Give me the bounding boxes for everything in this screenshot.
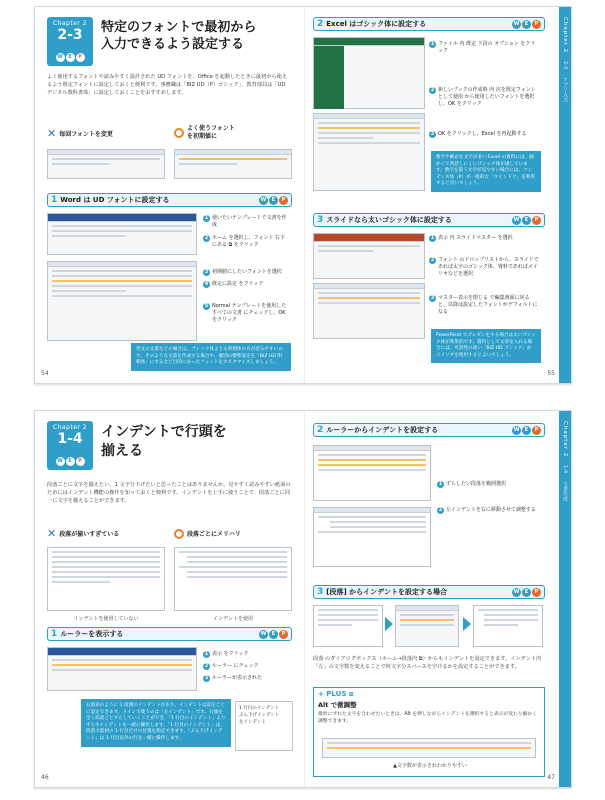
screenshot-excel-file	[313, 37, 425, 109]
section-2-header: 2 ルーラーからインデントを設定する W E P	[313, 423, 545, 437]
step-2: 2 ホーム を選択し、フォント 右下にある ⧉ をクリック	[204, 235, 285, 248]
side-tab: Chapter 2 1-4 文書作成	[559, 411, 572, 787]
step-3: 3 ルーラーが表示された	[204, 675, 263, 681]
wep-badges: W E P	[259, 630, 291, 639]
cross-icon: ✕	[47, 527, 57, 540]
step-3: 3 初期値にしたいフォントを選択	[204, 269, 282, 275]
step-5: 5 Normal テンプレートを使用したすべての文書 にチェックし、OK をクリック	[204, 303, 287, 323]
example-no-indent	[47, 547, 165, 611]
word-badge: W	[57, 458, 63, 464]
bad-example-label: ✕ 段落が揃いすぎている	[47, 527, 120, 540]
plus-alpha-title: Alt で微調整	[318, 701, 357, 709]
screenshot-view-ribbon	[47, 647, 197, 691]
ruler-label-hanging: ぶら下げインデント	[239, 713, 280, 718]
wep-badges: W E P	[512, 216, 544, 225]
plus-alpha-caption: ▲文字数が表示されわかりやすい	[393, 763, 467, 769]
screenshot-ruler-adjust	[313, 507, 431, 567]
ruler-diagram	[235, 701, 293, 751]
chapter-number: 2-3	[57, 27, 83, 43]
screenshot-ppt-view	[313, 233, 425, 279]
title-line-1: 特定のフォントで最初から	[101, 20, 257, 35]
section-3-header: 3 [段落] からインデントを設定する場合 W E P	[313, 585, 545, 599]
bottom-spread	[34, 410, 572, 788]
ruler-label-first-line: 1 行目のインデント	[239, 706, 280, 711]
paragraph-text: 段落 のダイアログボックス（ホーム→段落内 ⧉）からもインデントを設定できます。インデント内「左」の文字数を変えることで何文字分スペースを空けるかを設定することができます。	[313, 656, 542, 670]
note-box: 右図表のように 1 度頭のインデントがあり、インデントは設定ごとに設定できます。メインで使うのは「左インデント」です。行頭を全く段落ごとずらしていくことができ、「1 行目のインデント」よりずらすインデントを一緒に操作します。「1 行目のインデント」は、段落で最初の 1 行目だけの位置を指定できます。「ぶら下げインデント」は 1 行目以外の行を一緒に操作します。	[81, 699, 231, 747]
section-1-header: 1 Word は UD フォントに設定する W E P	[47, 193, 292, 207]
step-4: 4 既定に設定 をクリック	[204, 281, 264, 287]
plus-alpha-heading: + PLUS α	[318, 690, 354, 698]
excel-badge: E	[66, 457, 75, 466]
bad-example-label: ✕ 毎回フォントを変更	[47, 126, 113, 140]
title-line-2: 入力できるよう設定する	[101, 37, 245, 52]
circle-icon	[174, 529, 184, 539]
wep-badges: W E P	[512, 588, 544, 597]
page-number: 54	[41, 370, 49, 377]
side-tab: Chapter 2 2-3 アプリ入力	[559, 7, 572, 383]
word-badge: W	[57, 54, 63, 60]
ruler-label-left: 左インデント	[239, 720, 266, 725]
step-2-1: 1 ずらしたい段落を範囲選択	[438, 481, 507, 487]
chapter-label: Chapter 2	[52, 20, 88, 27]
step-2-3: 3 OK をクリックし、Excel を再起動する	[430, 131, 527, 137]
screenshot-excel-options	[313, 113, 425, 191]
note-box-3: PowerPoint でプレゼンをする場合は太いゴシック体が効果的です。資料として文章を入れる場合には、可読性の高い「BIZ UD ゴシック」かメイリオを使用するとよいでしょう。	[431, 329, 541, 363]
page-number: 47	[547, 774, 555, 781]
screenshot-bad	[47, 149, 165, 179]
plus-alpha-box	[313, 687, 545, 777]
powerpoint-badge: P	[76, 53, 85, 62]
chapter-badge	[47, 421, 93, 470]
step-2-1: 1 ファイル 内 既定 下段の オプション をクリック	[430, 41, 536, 54]
screenshot-after	[473, 605, 543, 647]
caption-indent: インデントを使用	[213, 616, 253, 622]
intro-text: よく使用するフォントや読みやすく設計された UD フォントを、Office を起動したときに最初から使えるよう既定フォントに設定しておくと便利です。事務職は「BIZ UD（P）ゴシック」、教育部局は「UD デジタル教科書体」に設定しておくことをおすすめします。	[47, 74, 288, 96]
chapter-number: 1-4	[57, 431, 83, 447]
plus-alpha-text: 微妙にずれた文字を合わせたいときは、Alt を押しながらインデントを選択すると表示が変わり細かく調整できます。	[318, 712, 537, 724]
title-line-1: インデントで行頭を	[101, 424, 227, 440]
screenshot-ruler-select	[313, 445, 431, 501]
comparison-row	[47, 125, 292, 141]
page-46	[35, 411, 304, 787]
page-54	[35, 7, 304, 383]
screenshot-good	[174, 149, 292, 179]
powerpoint-badge: P	[76, 457, 85, 466]
top-spread	[34, 6, 572, 384]
good-example-label: 段落ごとにメリハリ	[174, 527, 292, 540]
screenshot-paragraph-dialog	[395, 605, 459, 647]
excel-badge: E	[66, 53, 75, 62]
wep-badges	[56, 457, 85, 466]
step-3-3: 3 マスター表示を閉じる で編集画面に戻ると、以降は設定したフォントがデフォルトになる	[430, 295, 538, 315]
page-47	[304, 411, 572, 787]
wep-badges: W E P	[512, 20, 544, 29]
step-3-1: 1 表示 内 スライドマスター を選択	[430, 235, 513, 241]
page-number: 46	[41, 774, 49, 781]
wep-badges: W E P	[512, 426, 544, 435]
intro-text: 段落ごとに文字を揃えたい、1 文字分下げたいと思ったことはありませんか。見やすく読みやすい紙面のためにはインデント機能の操作を知っておくと便利です。インデントを上手に使うことで、段落ごとに同一に文字を揃えることができます。	[47, 482, 291, 504]
step-2: 2 ルーラー にチェック	[204, 663, 259, 669]
step-2-2: 2 新しいブックの作成時 内 次を既定フォントとして使用 から使用したいフォントを選択し、OK をクリック	[430, 87, 536, 107]
chapter-badge	[47, 17, 93, 66]
arrow-right-icon	[385, 617, 393, 631]
step-2-2: 2 左インデントを右に移動させて調整する	[438, 507, 536, 513]
cross-icon: ✕	[47, 126, 57, 140]
comparison-row	[47, 527, 292, 540]
example-indent	[174, 547, 292, 611]
step-3-2: 2 フォント のドロップリストから、スライドであれば太字のゴシック体、資料であればメイリオなどを選択	[430, 257, 539, 277]
wep-badges	[56, 53, 85, 62]
screenshot-ruler-alt	[322, 738, 536, 758]
screenshot-word-ribbon	[47, 213, 197, 255]
page-title	[101, 19, 291, 53]
screenshot-font-dialog	[47, 261, 197, 341]
note-box: 英文の文書などの場合は、ゴシック体よりも明朝体の方が読みやすいので、そのような文書を作成する場合や、個別の標準設定を「BIZ UD 明朝体」にするなど目的にあったフォントをカスタマイズしましょう。	[131, 343, 291, 371]
section-1-header: 1 ルーラーを表示する W E P	[47, 627, 292, 641]
screenshot-before	[313, 605, 383, 647]
page-number: 55	[547, 370, 555, 377]
page-55	[304, 7, 572, 383]
chapter-label: Chapter 2	[52, 424, 88, 431]
section-2-header: 2 Excel はゴシック体に設定する W E P	[313, 17, 545, 31]
arrow-right-icon	[463, 617, 471, 631]
title-line-2: 揃える	[101, 443, 143, 459]
good-example-label: よく使うフォント を初期値に	[174, 125, 292, 141]
caption-no-indent: インデントを使用していない	[73, 616, 139, 622]
wep-badges: W E P	[259, 196, 291, 205]
screenshot-ppt-master	[313, 283, 425, 339]
note-box-2: 数字や細かな文字が多い Excel の資料には、細かくて判読しにくいゴシック体が適しています。数字を扱う文字が見やすい場合には、コンデンス体（P）が一般的な「ウインドウ」を利用すると良いでしょう。	[431, 151, 541, 192]
step-1: 1 使いたいテンプレートで文書を作成	[204, 215, 287, 228]
page-title	[101, 423, 291, 461]
step-1: 1 表示 をクリック	[204, 651, 249, 657]
circle-icon	[174, 128, 184, 138]
section-3-header: 3 スライドなら太いゴシック体に設定する W E P	[313, 213, 545, 227]
